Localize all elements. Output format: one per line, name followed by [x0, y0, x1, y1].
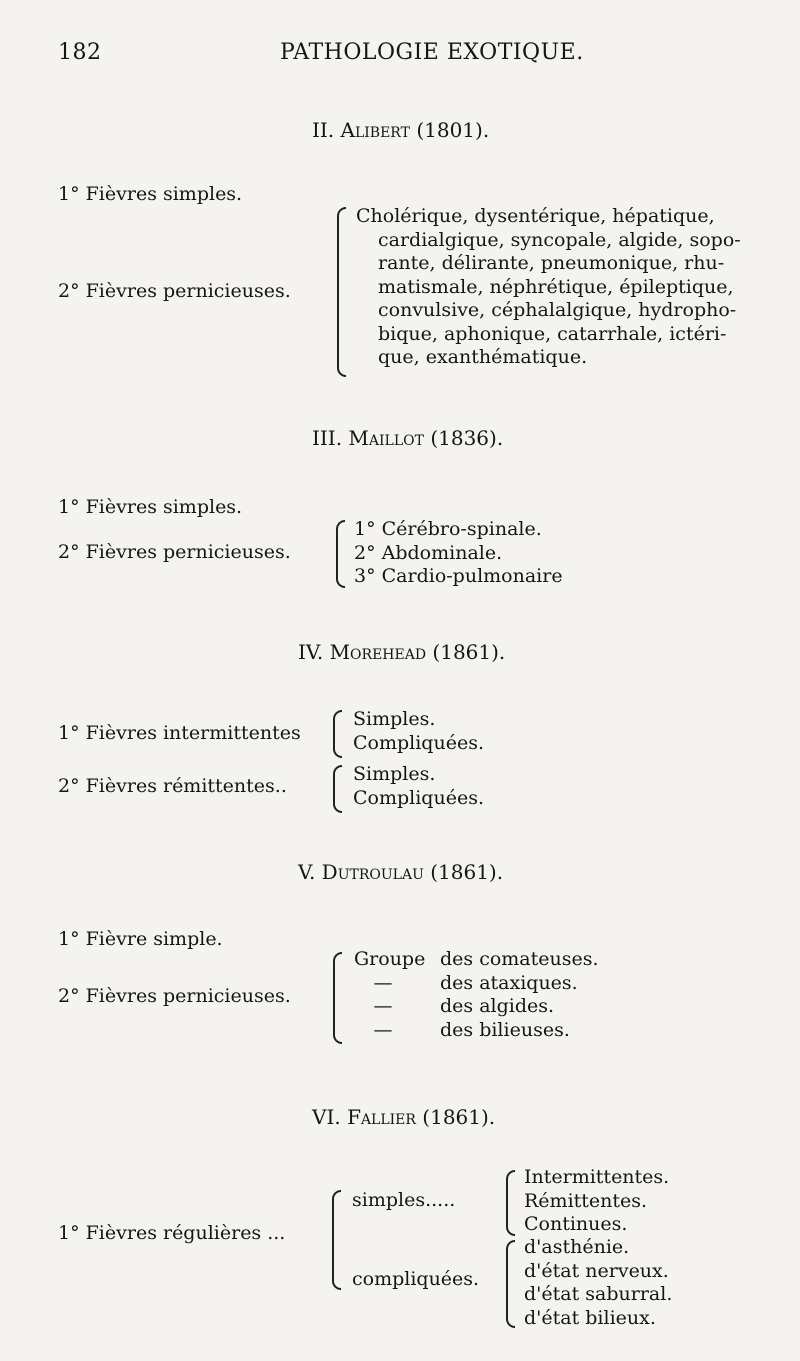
fallier-compliquees-label: compliquées.: [352, 1268, 480, 1290]
maillot-subtype: 3° Cardio-pulmonaire: [354, 565, 563, 587]
maillot-subtype: 1° Cérébro-spinale.: [354, 518, 542, 540]
dutroulau-item-1: 1° Fièvre simple.: [58, 928, 223, 950]
brace-maillot: [336, 520, 345, 588]
section-year: (1836).: [430, 426, 504, 450]
brace-alibert: [337, 207, 346, 377]
morehead-sub: Compliquées.: [353, 731, 484, 754]
section-title-alibert: [312, 118, 489, 142]
section-number: VI.: [312, 1105, 341, 1129]
section-title-fallier: [312, 1105, 495, 1129]
section-author: Fallier: [347, 1105, 416, 1129]
alibert-line: bique, aphonique, catarrhale, ictéri-: [378, 322, 727, 345]
section-title-morehead: [298, 640, 505, 664]
dutroulau-group: Groupe des comateuses.: [354, 948, 599, 970]
alibert-line: matismale, néphrétique, épileptique,: [378, 275, 734, 298]
fallier-sub: d'état nerveux.: [524, 1259, 669, 1282]
maillot-subtype: 2° Abdominale.: [354, 541, 503, 564]
dutroulau-group: — des ataxiques.: [373, 971, 578, 994]
dutroulau-groups: [354, 948, 599, 1042]
section-author: Dutroulau: [321, 860, 424, 884]
dutroulau-group: — des algides.: [373, 995, 555, 1017]
dutroulau-item-2: 2° Fièvres pernicieuses.: [58, 985, 291, 1007]
morehead-sub: Simples.: [353, 708, 436, 730]
fallier-simples-label: simples.....: [352, 1189, 456, 1211]
brace-fallier-compliquees: [506, 1240, 515, 1328]
fallier-sub: Rémittentes.: [524, 1189, 648, 1212]
morehead-item-2: 2° Fièvres rémittentes..: [58, 775, 287, 797]
fallier-sub: Intermittentes.: [524, 1166, 670, 1188]
section-year: (1861).: [422, 1105, 496, 1129]
alibert-item-2: 2° Fièvres pernicieuses.: [58, 280, 291, 302]
fallier-sub: d'état saburral.: [524, 1283, 673, 1305]
brace-morehead-2: [333, 765, 342, 813]
alibert-line: convulsive, céphalalgique, hydropho-: [378, 299, 737, 321]
section-number: V.: [298, 860, 316, 884]
alibert-item-1: 1° Fièvres simples.: [58, 183, 243, 205]
section-number: IV.: [298, 640, 324, 664]
maillot-item-1: 1° Fièvres simples.: [58, 496, 243, 518]
section-year: (1801).: [416, 118, 490, 142]
brace-fallier-main: [332, 1190, 341, 1290]
section-number: III.: [312, 426, 343, 450]
section-year: (1861).: [432, 640, 506, 664]
maillot-subtypes: [354, 518, 563, 589]
section-author: Maillot: [348, 426, 424, 450]
fallier-sub: d'état bilieux.: [524, 1306, 656, 1329]
alibert-types-list: [356, 205, 741, 370]
fallier-simples-subs: [524, 1166, 669, 1237]
fallier-compliquees-subs: [524, 1236, 672, 1330]
page-number: 182: [58, 40, 102, 65]
morehead-sub: Compliquées.: [353, 786, 484, 809]
section-title-maillot: [312, 426, 503, 450]
brace-fallier-simples: [506, 1170, 515, 1236]
morehead-sub: Simples.: [353, 763, 436, 785]
morehead-item-1: 1° Fièvres intermittentes: [58, 722, 301, 744]
alibert-line: Cholérique, dysentérique, hépatique,: [356, 205, 715, 227]
fallier-sub: d'asthénie.: [524, 1236, 630, 1258]
section-author: Morehead: [329, 640, 427, 664]
running-title: PATHOLOGIE EXOTIQUE.: [280, 40, 584, 65]
brace-morehead-1: [333, 710, 342, 758]
alibert-line: cardialgique, syncopale, algide, sopo-: [378, 228, 741, 251]
section-author: Alibert: [340, 118, 410, 142]
section-number: II.: [312, 118, 335, 142]
fallier-item-1: 1° Fièvres régulières ...: [58, 1222, 286, 1244]
morehead-item-2-subs: [353, 763, 484, 810]
brace-dutroulau: [333, 952, 342, 1044]
alibert-line: que, exanthématique.: [378, 346, 588, 368]
section-year: (1861).: [430, 860, 504, 884]
section-title-dutroulau: [298, 860, 503, 884]
dutroulau-group: — des bilieuses.: [373, 1018, 570, 1041]
morehead-item-1-subs: [353, 708, 484, 755]
fallier-sub: Continues.: [524, 1213, 628, 1235]
alibert-line: rante, délirante, pneumonique, rhu-: [378, 252, 725, 274]
maillot-item-2: 2° Fièvres pernicieuses.: [58, 541, 291, 563]
